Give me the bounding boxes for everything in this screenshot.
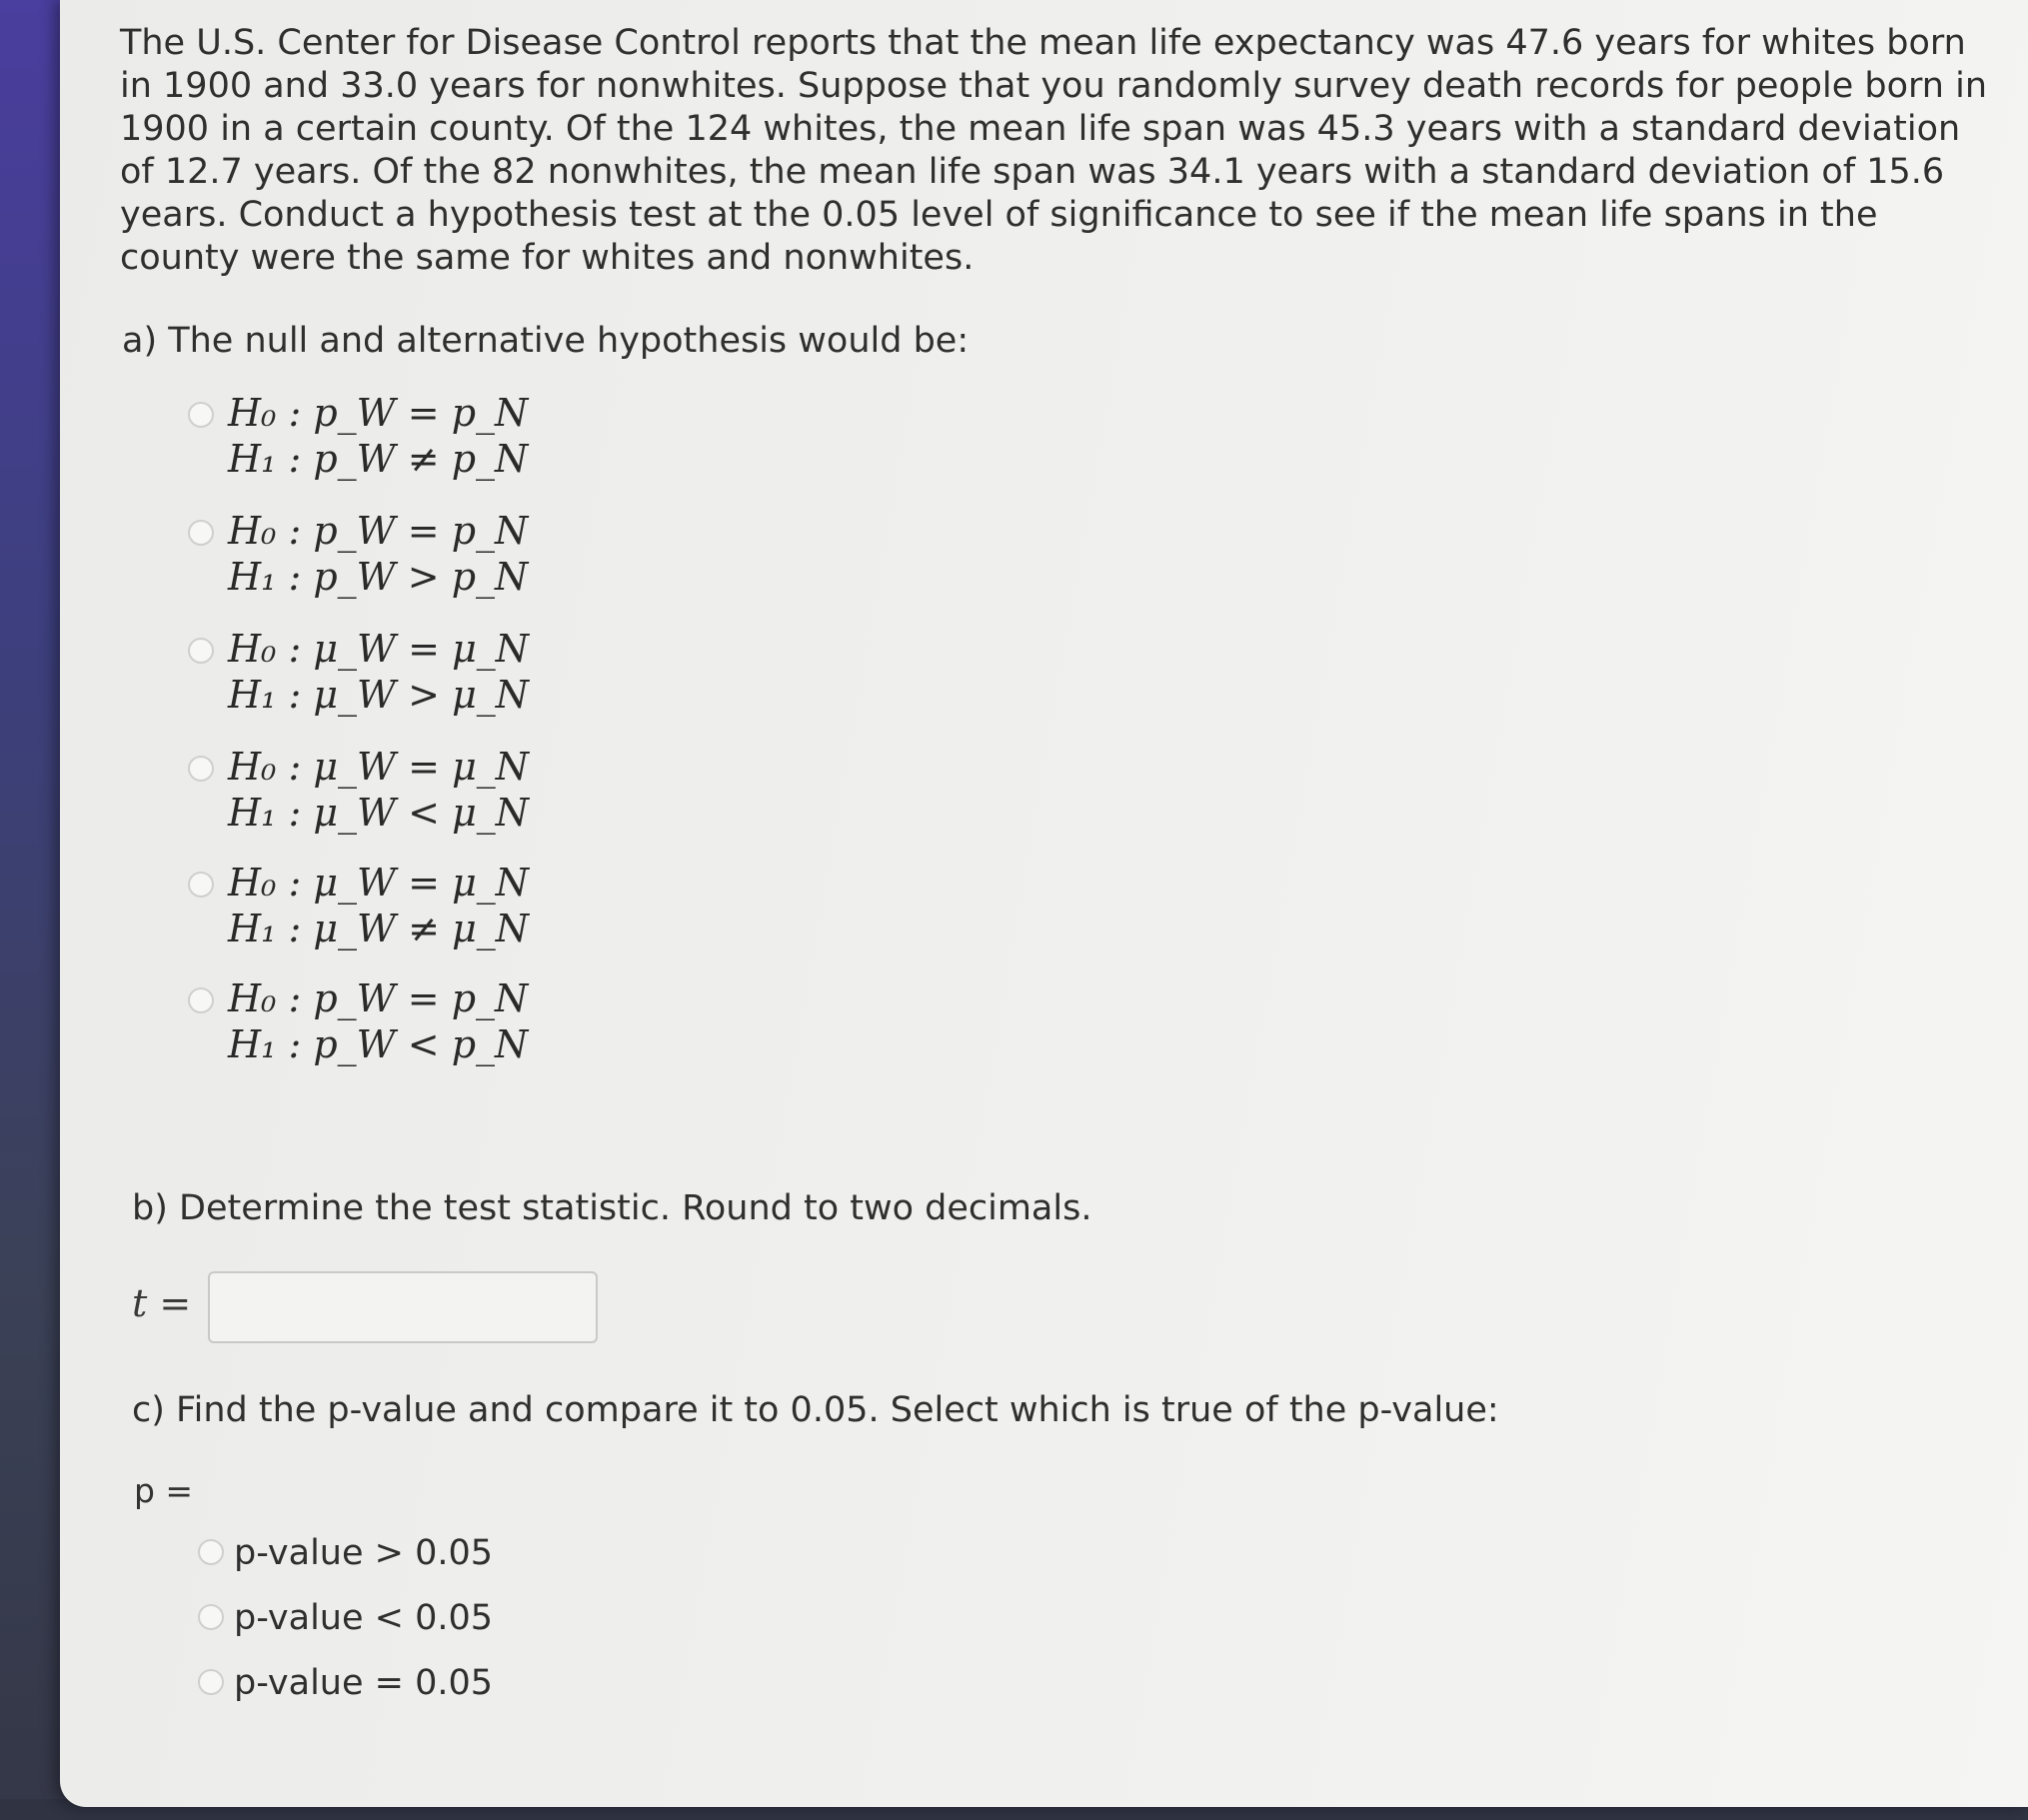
radio-button[interactable] [188,756,214,782]
alternative-hypothesis: H₁ : μ_W ≠ μ_N [228,907,530,950]
part-b-prompt: b) Determine the test statistic. Round to two decimals. [132,1188,1092,1228]
problem-statement: The U.S. Center for Disease Control reports that the mean life expectancy was 47.6 years for whites born in 1900 and 33.0 years for nonwhites. Suppose that you randomly survey death records for people born in 1900 in a certain county. Of the 124 whites, the mean life span was 45.3 years with a standard deviation of 12.7 years. Of the 82 nonwhites, the mean life span was 34.1 years with a standard deviation of 15.6 years. Conduct a hypothesis test at the 0.05 level of significance to see if the mean life spans in the county were the same for whites and nonwhites. [120,23,1988,278]
part-c-prompt: c) Find the p-value and compare it to 0.05. Select which is true of the p-value: [132,1390,1499,1430]
hypothesis-option-6[interactable] [188,977,608,1077]
null-hypothesis: H₀ : μ_W = μ_N [228,627,530,671]
radio-button[interactable] [188,638,214,664]
null-hypothesis: H₀ : μ_W = μ_N [228,861,530,905]
p-value-option-less[interactable] [198,1596,618,1640]
radio-button[interactable] [198,1669,224,1695]
null-hypothesis: H₀ : p_W = p_N [228,976,529,1020]
p-value-option-equal[interactable] [198,1661,618,1705]
hypothesis-option-3[interactable] [188,628,608,728]
option-label: p-value = 0.05 [234,1663,494,1703]
radio-button[interactable] [188,987,214,1013]
null-hypothesis: H₀ : p_W = p_N [228,509,529,553]
radio-button[interactable] [188,872,214,898]
hypothesis-option-2[interactable] [188,510,608,610]
hypothesis-option-4[interactable] [188,746,608,846]
alternative-hypothesis: H₁ : p_W < p_N [228,1022,529,1066]
alternative-hypothesis: H₁ : μ_W > μ_N [228,673,530,717]
null-hypothesis: H₀ : μ_W = μ_N [228,745,530,789]
hypothesis-option-1[interactable] [188,392,608,492]
alternative-hypothesis: H₁ : μ_W < μ_N [228,791,530,835]
option-label: p-value < 0.05 [234,1598,494,1638]
p-value-label: p = [134,1471,194,1510]
radio-button[interactable] [198,1604,224,1630]
t-statistic-label: t = [132,1281,192,1325]
option-label: p-value > 0.05 [234,1533,494,1573]
question-page [60,0,2028,1807]
alternative-hypothesis: H₁ : p_W ≠ p_N [228,437,529,481]
p-value-option-greater[interactable] [198,1531,618,1575]
null-hypothesis: H₀ : p_W = p_N [228,391,529,435]
radio-button[interactable] [188,520,214,546]
t-statistic-input[interactable] [208,1271,598,1343]
alternative-hypothesis: H₁ : p_W > p_N [228,555,529,599]
radio-button[interactable] [198,1539,224,1565]
radio-button[interactable] [188,402,214,428]
part-a-prompt: a) The null and alternative hypothesis would be: [122,321,970,361]
hypothesis-option-5[interactable] [188,862,608,961]
